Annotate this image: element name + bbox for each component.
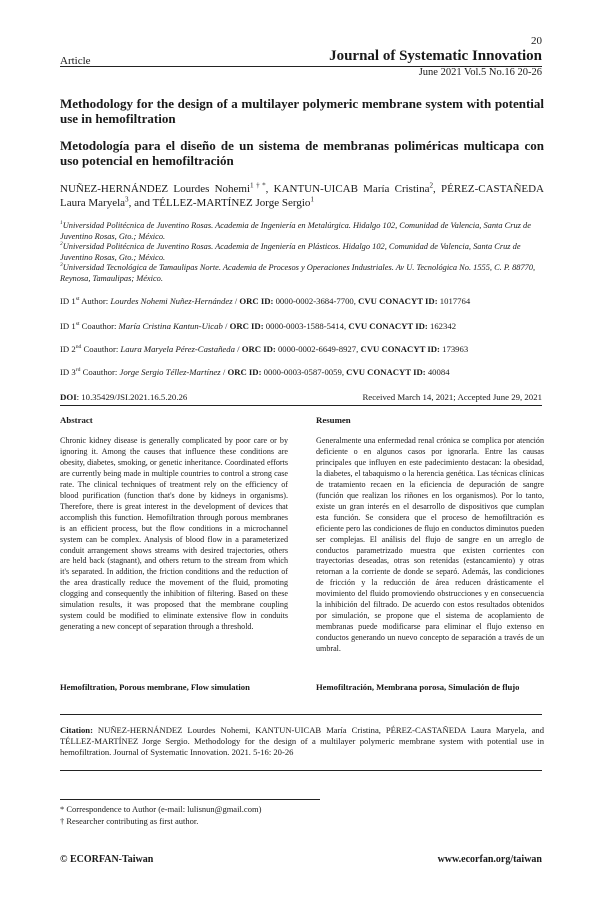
id-prefix: ID 2 <box>60 344 76 354</box>
cvu-label: CVU CONACYT ID: <box>346 367 426 377</box>
abstract-heading: Abstract <box>60 415 93 425</box>
page-number: 20 <box>531 35 542 47</box>
article-label: Article <box>60 55 91 67</box>
id-prefix: ID 1 <box>60 296 76 306</box>
abstract-text: Chronic kidney disease is generally complicated by poor care or by ignoring it. Among the causes that influence these conditions are obesity, diabetes, smoking, or genetic inheritance. Coordinated efforts are currently being made in multiple countries to control a strong case rate. The clinical techniques of treatment rely on the efficiency of blood purification (function that's done by kidneys in organisms). Therefore, there is great interest in the development of devices that accomplish this function. Hemofiltration through porous membranes is an efficient process, but the flow conditions in a microchannel system can be complex. Analysis of blood flow in a parameterized conduit arrangement shows streams with desired trajectories, others are held back (stagnant), and others return to the stream from which it's separated. In addition, the friction conditions and the reduction of the area drastically reduce the movement of the fluid, promoting clogging and consequently the inhibition of filtering. Based on these simulation results, it was proposed that the membrane coupling system could be modified to eliminate extensive flow in conduits generating a new concept of separation through a threshold. <box>60 436 288 632</box>
affiliation <box>60 242 544 263</box>
affiliation-number: 3 <box>60 262 63 269</box>
footer-publisher: © ECORFAN-Taiwan <box>60 854 154 865</box>
author-name: NUÑEZ-HERNÁNDEZ Lourdes Nohemi <box>60 183 251 195</box>
id-author-name: María Cristina Kantun-Uicab <box>118 321 223 331</box>
affiliation-text: Universidad Politécnica de Juventino Rosas. Academia de Ingeniería en Plásticos. Hidalgo 102, Comunidad de Valencia, Santa Cruz de Juventino Rosas, Gto.; México. <box>60 242 521 262</box>
author-name: PÉREZ-CASTAÑEDA Laura Maryela <box>60 183 544 209</box>
author-marks: 1†* <box>250 181 266 190</box>
cvu-label: CVU CONACYT ID: <box>358 296 438 306</box>
author-id-line: ID 1st Author: Lourdes Nohemi Nuñez-Hernández / ORC ID: 0000-0002-3684-7700, CVU CONACYT ID: 1017764 <box>60 296 471 306</box>
author-id-line: ID 2nd Coauthor: Laura Maryela Pérez-Castañeda / ORC ID: 0000-0002-6649-8927, CVU CONACYT ID: 173963 <box>60 344 469 354</box>
affiliation-text: Universidad Tecnológica de Tamaulipas Norte. Academia de Procesos y Operaciones Industriales. Av U. Tecnológica No. 1555, C. P. 88770, Reynosa, Tamaulipas; México. <box>60 263 536 283</box>
id-author-name: Jorge Sergio Téllez-Martínez <box>119 367 221 377</box>
resumen-text: Generalmente una enfermedad renal crónica se complica por atención deficiente o en algunos casos por ignorarla. Entre las causas principales que influyen en este padecimiento destacan: la obesidad, la diabetes, el tabaquismo o la herencia genética. Las técnicas clínicas de tratamiento recaen en la eficiencia de depuración de sangre (función que realizan los riñones en los organismos). Por lo tanto, existe un gran interés en el desarrollo de dispositivos que cumplan esta función. Se considera que el proceso de hemofiltración es eficiente pero las condiciones de flujo en conductos diminutos pueden ser complejas. El análisis del flujo de sangre en un arreglo de conductos parametrizado muestra que existen corrientes con trayectorias deseadas, otras son retenidas (estancamiento) y otras retornan a la corriente de donde se separó. Además, las condiciones de fricción y la reducción de área reducen drásticamente el movimiento del fluido promoviendo obstrucciones y en consecuencia la inhibición del filtrado. De acuerdo con estos resultados obtenidos por simulación, se propone que el sistema de acoplamiento de membranas puede modificarse para eliminar el flujo extenso en conductos generando un nuevo concepto de separación a través de un umbral. <box>316 436 544 654</box>
cvu-id: 162342 <box>427 321 457 331</box>
doi-label: DOI <box>60 392 77 402</box>
author-name: TÉLLEZ-MARTÍNEZ Jorge Sergio <box>152 197 311 209</box>
affiliation <box>60 263 544 284</box>
author-marks: 1 <box>310 195 314 204</box>
cvu-label: CVU CONACYT ID: <box>360 344 440 354</box>
journal-title: Journal of Systematic Innovation <box>329 48 542 64</box>
orc-id: 0000-0003-0587-0059, <box>261 367 347 377</box>
orc-id: 0000-0002-3684-7700, <box>273 296 359 306</box>
id-prefix: ID 3 <box>60 367 76 377</box>
section-rule <box>60 714 542 715</box>
doi[interactable] <box>60 392 187 402</box>
id-role: Coauthor: <box>80 367 120 377</box>
orc-label: ORC ID: <box>227 367 262 377</box>
author-name: KANTUN-UICAB María Cristina <box>273 183 430 195</box>
resumen-keywords: Hemofiltración, Membrana porosa, Simulación de flujo <box>316 682 520 692</box>
cvu-id: 1017764 <box>437 296 471 306</box>
footnote-rule <box>60 799 320 800</box>
author-marks: 3 <box>125 195 129 204</box>
id-ordinal: nd <box>75 344 82 351</box>
affiliation-number: 1 <box>60 220 63 227</box>
section-rule <box>60 405 542 406</box>
author-marks: 2 <box>429 181 434 190</box>
doi-value: : 10.35429/JSI.2021.16.5.20.26 <box>76 392 188 402</box>
title-spanish: Metodología para el diseño de un sistema de membranas poliméricas multicapa con uso potencial en hemofiltración <box>60 138 544 168</box>
author-list: NUÑEZ-HERNÁNDEZ Lourdes Nohemi$^{1\dagger*}$, KANTUN-UICAB María Cristina$^2$, PÉREZ-CASTAÑEDA Laura Maryela$^3$, and TÉLLEZ-MARTÍNEZ Jorge Sergio$^1$ <box>60 181 544 209</box>
orc-id: 0000-0003-1588-5414, <box>263 321 349 331</box>
cvu-id: 173963 <box>439 344 469 354</box>
first-author-note: † Researcher contributing as first author. <box>60 816 199 826</box>
citation-text: NUÑEZ-HERNÁNDEZ Lourdes Nohemi, KANTUN-UICAB María Cristina, PÉREZ-CASTAÑEDA Laura Maryela, and TÉLLEZ-MARTÍNEZ Jorge Sergio. Methodology for the design of a multilayer polymeric membrane system with potential use in hemofiltration. Journal of Systematic Innovation. 2021. 5-16: 20-26 <box>60 725 544 757</box>
affiliation-text: Universidad Politécnica de Juventino Rosas. Academia de Ingeniería en Metalúrgica. Hidalgo 102, Comunidad de Valencia, Santa Cruz de Juventino Rosas, Gto.; México. <box>60 221 531 241</box>
received-accepted-dates: Received March 14, 2021; Accepted June 29, 2021 <box>362 392 542 402</box>
abstract-keywords: Hemofiltration, Porous membrane, Flow simulation <box>60 682 250 692</box>
cvu-label: CVU CONACYT ID: <box>348 321 428 331</box>
cvu-id: 40084 <box>425 367 450 377</box>
correspondence-note: * Correspondence to Author (e-mail: lulisnun@gmail.com) <box>60 804 262 814</box>
footer-website[interactable]: www.ecorfan.org/taiwan <box>437 854 542 865</box>
author-id-line: ID 1st Coauthor: María Cristina Kantun-Uicab / ORC ID: 0000-0003-1588-5414, CVU CONACYT ID: 162342 <box>60 321 457 331</box>
author-id-line: ID 3rd Coauthor: Jorge Sergio Téllez-Martínez / ORC ID: 0000-0003-0587-0059, CVU CONACYT ID: 40084 <box>60 367 450 377</box>
id-role: Coauthor: <box>81 344 121 354</box>
orc-label: ORC ID: <box>239 296 274 306</box>
resumen-heading: Resumen <box>316 415 351 425</box>
id-author-name: Lourdes Nohemi Nuñez-Hernández <box>110 296 233 306</box>
id-author-name: Laura Maryela Pérez-Castañeda <box>120 344 235 354</box>
id-role: Coauthor: <box>79 321 119 331</box>
title-english: Methodology for the design of a multilayer polymeric membrane system with potential use in hemofiltration <box>60 96 544 126</box>
affiliation <box>60 221 544 242</box>
affiliation-number: 2 <box>60 241 63 248</box>
orc-id: 0000-0002-6649-8927, <box>275 344 361 354</box>
id-ordinal: st <box>75 321 80 328</box>
author-connector: and <box>134 197 151 209</box>
citation-label: Citation: <box>60 725 93 735</box>
id-ordinal: rd <box>75 367 81 374</box>
citation <box>60 725 544 758</box>
section-rule <box>60 770 542 771</box>
journal-issue: June 2021 Vol.5 No.16 20-26 <box>418 67 542 78</box>
id-ordinal: st <box>75 296 80 303</box>
orc-label: ORC ID: <box>241 344 276 354</box>
id-role: Author: <box>79 296 111 306</box>
id-prefix: ID 1 <box>60 321 76 331</box>
orc-label: ORC ID: <box>229 321 264 331</box>
